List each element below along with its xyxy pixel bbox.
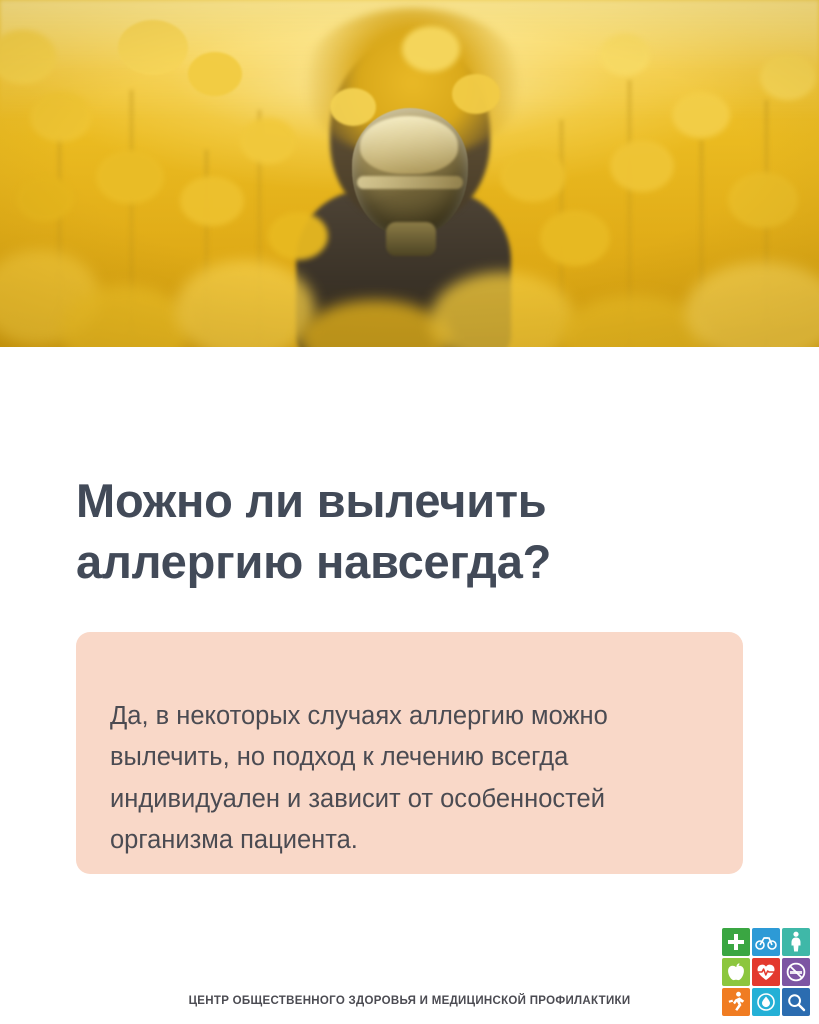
organization-logo xyxy=(722,928,810,1016)
no-smoking-icon xyxy=(782,958,810,986)
answer-card xyxy=(76,632,743,874)
hero-image xyxy=(0,0,819,347)
footer-caption: ЦЕНТР ОБЩЕСТВЕННОГО ЗДОРОВЬЯ И МЕДИЦИНСКОЙ ПРОФИЛАКТИКИ xyxy=(188,995,631,1007)
bicycle-icon xyxy=(752,928,780,956)
droplet-icon xyxy=(752,988,780,1016)
magnifier-icon xyxy=(782,988,810,1016)
runner-icon xyxy=(722,988,750,1016)
hero-vignette xyxy=(0,0,819,347)
answer-text: Да, в некоторых случаях аллергию можно вылечить, но подход к лечению всегда индивидуален и зависит от особенностей организма пациента. xyxy=(110,701,608,855)
person-icon xyxy=(782,928,810,956)
apple-icon xyxy=(722,958,750,986)
heartbeat-icon xyxy=(752,958,780,986)
cross-icon xyxy=(722,928,750,956)
page-title: Можно ли вылечить аллергию навсегда? xyxy=(76,474,552,588)
